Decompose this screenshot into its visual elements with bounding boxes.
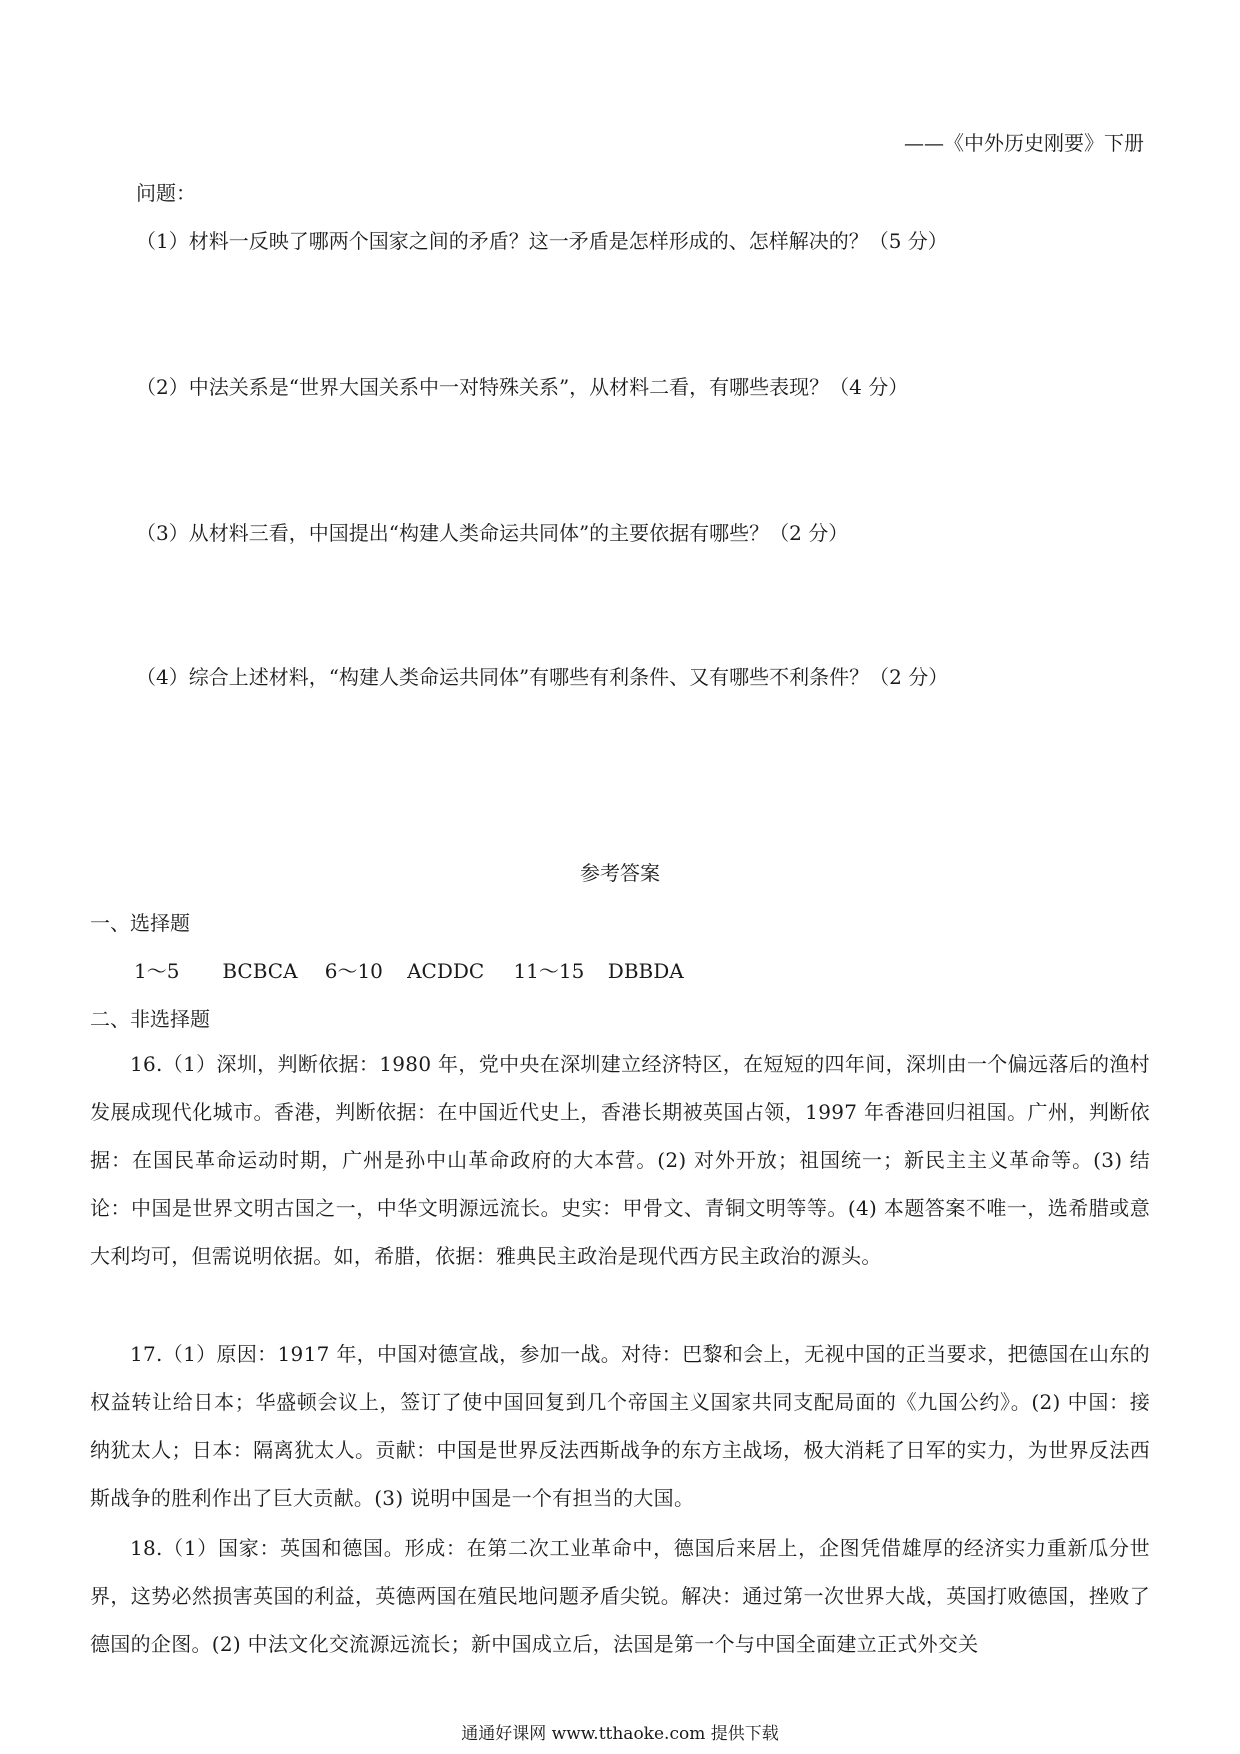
answer-key-title: 参考答案 xyxy=(580,861,660,885)
choice-range: 1～5 xyxy=(134,959,180,983)
question-3: （3）从材料三看，中国提出“构建人类命运共同体”的主要依据有哪些？（2 分） xyxy=(136,521,849,545)
choice-keys: ACDDC xyxy=(407,959,485,983)
choice-keys: DBBDA xyxy=(607,959,684,983)
choice-keys: BCBCA xyxy=(222,959,298,983)
page-footer: 通通好课网 www.tthaoke.com 提供下载 xyxy=(461,1724,779,1744)
question-1: （1）材料一反映了哪两个国家之间的矛盾？这一矛盾是怎样形成的、怎样解决的？（5 分） xyxy=(136,229,948,253)
question-2: （2）中法关系是“世界大国关系中一对特殊关系”，从材料二看，有哪些表现？（4 分） xyxy=(136,375,909,399)
choice-answers-row xyxy=(134,956,684,986)
question-4: （4）综合上述材料，“构建人类命运共同体”有哪些有利条件、又有哪些不利条件？（2 分） xyxy=(136,665,949,689)
section-heading-choice: 一、选择题 xyxy=(90,911,190,935)
answer-17: 17.（1）原因：1917 年，中国对德宣战，参加一战。对待：巴黎和会上，无视中国的正当要求，把德国在山东的权益转让给日本；华盛顿会议上，签订了使中国回复到几个帝国主义国家共同支配局面的《九国公约》。(2) 中国：接纳犹太人；日本：隔离犹太人。贡献：中国是世界反法西斯战争的东方主战场，极大消耗了日军的实力，为世界反法西斯战争的胜利作出了巨大贡献。(3) 说明中国是一个有担当的大国。 xyxy=(90,1342,1150,1510)
source-citation: ——《中外历史刚要》下册 xyxy=(904,131,1144,155)
answer-18: 18.（1）国家：英国和德国。形成：在第二次工业革命中，德国后来居上，企图凭借雄厚的经济实力重新瓜分世界，这势必然损害英国的利益，英德两国在殖民地问题矛盾尖锐。解决：通过第一次世界大战，英国打败德国，挫败了德国的企图。(2) 中法文化交流源远流长；新中国成立后，法国是第一个与中国全面建立正式外交关 xyxy=(90,1536,1150,1656)
questions-label: 问题： xyxy=(136,181,196,205)
answer-16: 16.（1）深圳，判断依据：1980 年，党中央在深圳建立经济特区，在短短的四年间，深圳由一个偏远落后的渔村发展成现代化城市。香港，判断依据：在中国近代史上，香港长期被英国占领，1997 年香港回归祖国。广州，判断依据：在国民革命运动时期，广州是孙中山革命政府的大本营。(2) 对外开放；祖国统一；新民主主义革命等。(3) 结论：中国是世界文明古国之一，中华文明源远流长。史实：甲骨文、青铜文明等等。(4) 本题答案不唯一，选希腊或意大利均可，但需说明依据。如，希腊，依据：雅典民主政治是现代西方民主政治的源头。 xyxy=(90,1052,1150,1268)
section-heading-nonchoice: 二、非选择题 xyxy=(90,1007,210,1031)
choice-range: 11～15 xyxy=(513,959,585,983)
choice-range: 6～10 xyxy=(324,959,383,983)
